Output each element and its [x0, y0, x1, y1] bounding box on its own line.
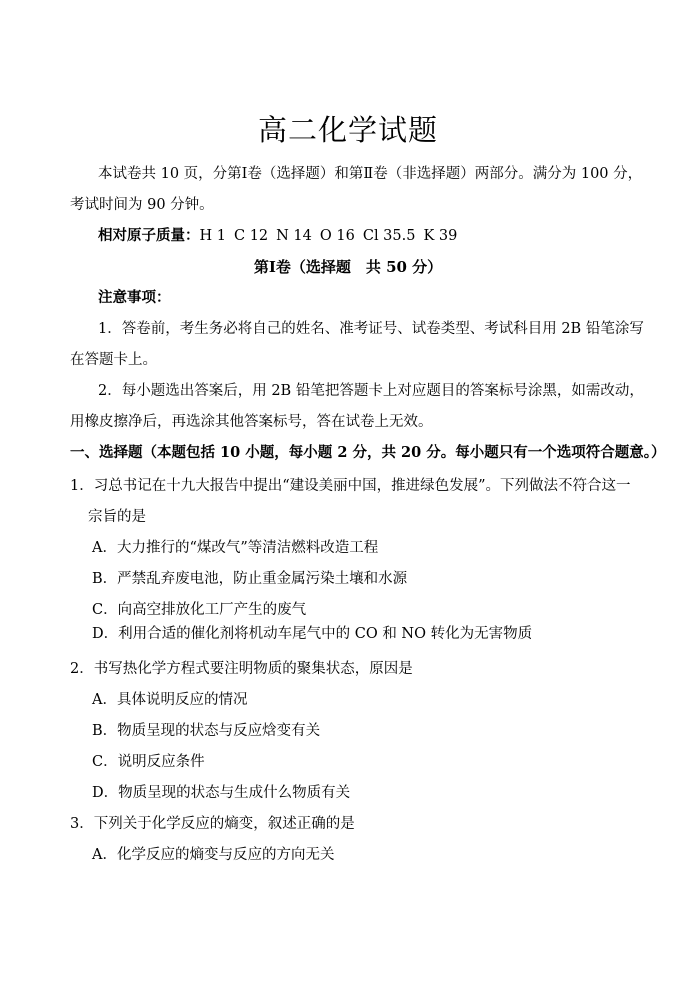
- section-heading: 第Ⅰ卷（选择题 共 50 分）: [253, 258, 443, 276]
- question-2-option-a: A．具体说明反应的情况: [92, 692, 248, 708]
- question-2-option-c: C．说明反应条件: [92, 754, 205, 770]
- note-1-line-2: 在答题卡上。: [70, 352, 157, 368]
- question-1-stem-line-1: 1．习总书记在十九大报告中提出“建设美丽中国，推进绿色发展”。下列做法不符合这一: [70, 478, 631, 494]
- atomic-mass-row: [98, 226, 457, 246]
- question-2-stem: 2．书写热化学方程式要注明物质的聚集状态，原因是: [70, 661, 413, 677]
- atomic-mass-label: 相对原子质量：: [98, 227, 200, 244]
- note-2-line-1: 2．每小题选出答案后，用 2B 铅笔把答题卡上对应题目的答案标号涂黑，如需改动，: [98, 383, 644, 399]
- question-3-option-a: A．化学反应的熵变与反应的方向无关: [92, 847, 335, 863]
- intro-line-1: 本试卷共 10 页，分第Ⅰ卷（选择题）和第Ⅱ卷（非选择题）两部分。满分为 100 分，: [98, 166, 643, 182]
- atomic-mass-n: N 14: [276, 228, 312, 244]
- question-1-option-a: A．大力推行的“煤改气”等清洁燃料改造工程: [92, 540, 379, 556]
- atomic-mass-cl: Cl 35.5: [362, 228, 416, 244]
- notes-heading: 注意事项：: [98, 289, 171, 306]
- question-3-stem: 3．下列关于化学反应的熵变，叙述正确的是: [70, 816, 355, 832]
- question-1-option-b: B．严禁乱弃废电池，防止重金属污染土壤和水源: [92, 571, 408, 587]
- page-title: 高二化学试题: [257, 113, 438, 147]
- part-1-heading: 一、选择题（本题包括 10 小题，每小题 2 分，共 20 分。每小题只有一个选项符合题意。）: [70, 444, 666, 461]
- atomic-mass-o: O 16: [319, 228, 355, 244]
- atomic-mass-c: C 12: [233, 228, 269, 244]
- question-1-option-d: D．利用合适的催化剂将机动车尾气中的 CO 和 NO 转化为无害物质: [92, 626, 533, 642]
- question-1-option-c: C．向高空排放化工厂产生的废气: [92, 602, 307, 618]
- question-1-stem-line-2: 宗旨的是: [88, 509, 146, 525]
- atomic-mass-k: K 39: [423, 228, 458, 244]
- question-2-option-d: D．物质呈现的状态与生成什么物质有关: [92, 785, 351, 801]
- question-2-option-b: B．物质呈现的状态与反应焓变有关: [92, 723, 321, 739]
- note-1-line-1: 1．答卷前，考生务必将自己的姓名、准考证号、试卷类型、考试科目用 2B 铅笔涂写: [98, 321, 644, 337]
- note-2-line-2: 用橡皮擦净后，再选涂其他答案标号，答在试卷上无效。: [70, 414, 433, 430]
- atomic-mass-h: H 1: [199, 228, 226, 244]
- intro-line-2: 考试时间为 90 分钟。: [70, 197, 214, 213]
